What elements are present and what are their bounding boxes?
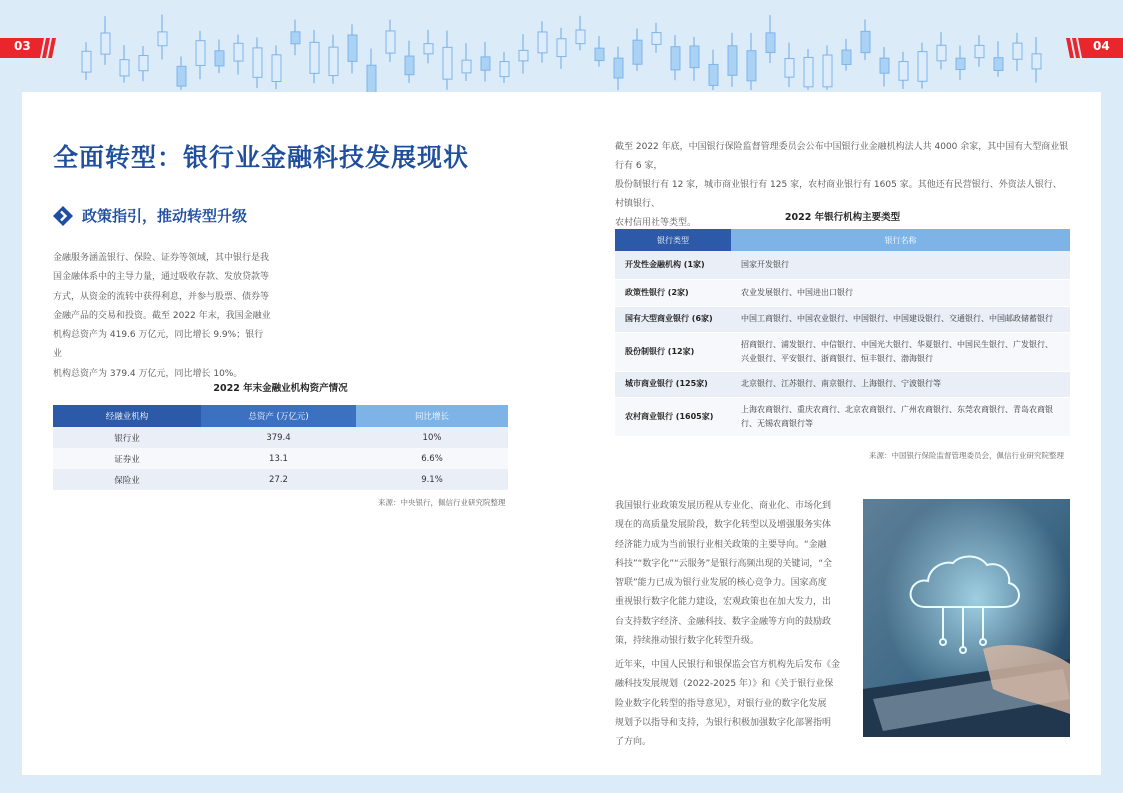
candle-body: [310, 42, 319, 73]
cloud-computing-image: [863, 499, 1070, 737]
candle-body: [272, 55, 281, 82]
candle-body: [386, 31, 395, 53]
paragraph-line: 规划予以指导和支持，为银行积极加强数字化部署指明: [615, 717, 832, 728]
column-header: 经融业机构: [53, 405, 201, 427]
table-row: [615, 251, 1070, 279]
section-title: 政策指引，推动转型升级: [82, 207, 248, 225]
table-cell: 27.2: [201, 469, 356, 490]
candle-body: [291, 32, 300, 44]
paragraph-line: 智联”能力已成为银行业发展的核心竞争力。国家高度: [615, 578, 827, 589]
bank-type-cell: 农村商业银行 (1605家): [615, 397, 731, 436]
candle-body: [481, 57, 490, 70]
table-cell: 证券业: [53, 448, 201, 469]
candle-body: [367, 65, 376, 92]
candle-body: [576, 30, 585, 44]
page-number-right-text: 04: [1093, 39, 1110, 53]
candle-body: [557, 39, 566, 57]
regulation-paragraph: [615, 656, 840, 752]
table-row: [615, 279, 1070, 306]
intro-line: 机构总资产为 419.6 万亿元，同比增长 9.9%；银行业: [53, 330, 264, 360]
candle-body: [538, 32, 547, 53]
candle-body: [519, 50, 528, 60]
candle-body: [747, 51, 756, 81]
table-cell: 银行业: [53, 427, 201, 448]
candle-body: [842, 50, 851, 64]
table-cell: 9.1%: [356, 469, 508, 490]
paragraph-line: 科技”“数字化”“云服务”是银行高频出现的关键词，“全: [615, 558, 832, 569]
candle-body: [709, 64, 718, 85]
candle-body: [120, 60, 129, 76]
table-row: [53, 469, 508, 490]
column-header: 银行类型: [615, 229, 731, 251]
bank-names-cell: 上海农商银行、重庆农商行、北京农商银行、广州农商银行、东莞农商银行、青岛农商银行、无锡农商银行等: [731, 397, 1070, 436]
bank-table-title: 2022 年银行机构主要类型: [784, 212, 901, 223]
candle-body: [196, 41, 205, 66]
table-row: [615, 371, 1070, 397]
candle-body: [443, 47, 452, 79]
candle-body: [462, 60, 471, 73]
column-header: 银行名称: [731, 229, 1070, 251]
bank-table-source: 来源：中国银行保险监督管理委员会，佩信行业研究院整理: [869, 451, 1064, 460]
candle-body: [614, 58, 623, 78]
asset-table-title: 2022 年末金融业机构资产情况: [213, 383, 348, 394]
candle-body: [348, 35, 357, 61]
candle-body: [82, 51, 91, 72]
bank-type-table: [615, 229, 1070, 437]
column-header: 同比增长: [356, 405, 508, 427]
paragraph-line: 近年来，中国人民银行和银保监会官方机构先后发布《金: [615, 660, 841, 670]
candle-body: [899, 62, 908, 81]
bank-names-cell: 农业发展银行、中国进出口银行: [731, 279, 1070, 306]
candle-body: [595, 48, 604, 60]
bank-type-cell: 开发性金融机构 (1家): [615, 251, 731, 279]
candle-body: [1032, 54, 1041, 69]
candle-body: [652, 33, 661, 45]
paragraph-line: 险业数字化转型的指导意见》，对银行业的数字化发展: [615, 698, 827, 709]
bank-names-cell: 国家开发银行: [731, 251, 1070, 279]
candle-body: [918, 52, 927, 82]
candle-body: [956, 58, 965, 69]
table-cell: 379.4: [201, 427, 356, 448]
candle-body: [880, 58, 889, 73]
candlestick-header-decoration: [0, 0, 1123, 92]
table-cell: 13.1: [201, 448, 356, 469]
intro-paragraph: [53, 249, 271, 384]
candle-body: [994, 58, 1003, 71]
table-header-row: [53, 405, 508, 427]
candle-body: [405, 56, 414, 75]
paragraph-line: 经济能力成为当前银行业相关政策的主要导向。“金融: [615, 539, 827, 550]
table-row: [615, 332, 1070, 371]
table-row: [615, 306, 1070, 332]
bank-names-cell: 招商银行、浦发银行、中信银行、中国光大银行、华夏银行、中国民生银行、广发银行、兴业银行、平安银行、浙商银行、恒丰银行、渤海银行: [731, 332, 1070, 371]
intro-line: 金融产品的交易和投资。截至 2022 年末，我国金融业: [53, 310, 271, 321]
candle-body: [158, 32, 167, 46]
table-header-row: [615, 229, 1070, 251]
candle-body: [633, 40, 642, 64]
paragraph-line: 农村信用社等类型。: [615, 218, 697, 228]
candle-body: [177, 66, 186, 86]
candle-body: [861, 31, 870, 52]
candle-body: [234, 43, 243, 61]
intro-line: 机构总资产为 379.4 万亿元，同比增长 10%。: [53, 368, 243, 379]
candle-body: [139, 56, 148, 71]
paragraph-line: 现在的高质量发展阶段，数字化转型以及增强服务实体: [615, 520, 832, 531]
chevron-right-icon: [53, 206, 73, 226]
paragraph-line: 了方向。: [615, 737, 652, 748]
bank-type-cell: 城市商业银行 (125家): [615, 371, 731, 397]
table-row: [53, 427, 508, 448]
intro-line: 金融服务涵盖银行、保险、证券等领域，其中银行是我: [53, 253, 270, 263]
candle-body: [671, 47, 680, 70]
candle-body: [690, 46, 699, 68]
asset-table-source: 来源：中央银行，佩信行业研究院整理: [378, 498, 506, 507]
paragraph-line: 股份制银行有 12 家，城市商业银行有 125 家，农村商业银行有 1605 家。其他还有民营银行、外资法人银行、村镇银行、: [615, 180, 1062, 209]
candle-body: [804, 57, 813, 86]
table-cell: 保险业: [53, 469, 201, 490]
page-title: 全面转型：银行业金融科技发展现状: [53, 143, 470, 172]
candle-body: [101, 33, 110, 54]
intro-line: 方式，从资金的流转中获得利息，并参与股票、债券等: [53, 291, 270, 302]
candle-body: [424, 44, 433, 54]
page-number-right: [1066, 38, 1123, 58]
candle-body: [785, 59, 794, 78]
candle-body: [766, 33, 775, 53]
page-number-left: [0, 38, 56, 58]
candle-body: [937, 45, 946, 61]
bank-type-cell: 股份制银行 (12家): [615, 332, 731, 371]
candle-body: [500, 62, 509, 77]
column-header: 总资产 (万亿元): [201, 405, 356, 427]
bank-names-cell: 北京银行、江苏银行、南京银行、上海银行、宁波银行等: [731, 371, 1070, 397]
paragraph-line: 融科技发展规划（2022-2025 年）》和《关于银行业保: [615, 679, 834, 690]
paragraph-line: 截至 2022 年底，中国银行保险监督管理委员会公布中国银行业金融机构法人共 4000 余家，其中国有大型商业银行有 6 家，: [615, 142, 1069, 171]
table-cell: 6.6%: [356, 448, 508, 469]
bank-type-cell: 国有大型商业银行 (6家): [615, 306, 731, 332]
candle-body: [253, 48, 262, 77]
asset-table: [53, 405, 508, 490]
candle-body: [823, 55, 832, 87]
paragraph-line: 重视银行数字化能力建设，宏观政策也在加大发力，出: [615, 597, 832, 608]
table-row: [53, 448, 508, 469]
candle-body: [1013, 43, 1022, 59]
paragraph-line: 策，持续推动银行数字化转型升级。: [615, 636, 760, 647]
intro-line: 国金融体系中的主导力量，通过吸收存款、发放贷款等: [53, 272, 270, 283]
candle-body: [728, 46, 737, 75]
candle-body: [975, 45, 984, 57]
table-cell: 10%: [356, 427, 508, 448]
bank-names-cell: 中国工商银行、中国农业银行、中国银行、中国建设银行、交通银行、中国邮政储蓄银行: [731, 306, 1070, 332]
candle-body: [215, 51, 224, 66]
page-number-left-text: 03: [14, 39, 31, 53]
paragraph-line: 我国银行业政策发展历程从专业化、商业化、市场化到: [615, 501, 832, 511]
policy-paragraph: [615, 497, 840, 651]
table-row: [615, 397, 1070, 436]
bank-type-cell: 政策性银行 (2家): [615, 279, 731, 306]
paragraph-line: 台支持数字经济、金融科技、数字金融等方向的鼓励政: [615, 616, 832, 627]
candle-body: [329, 47, 338, 75]
